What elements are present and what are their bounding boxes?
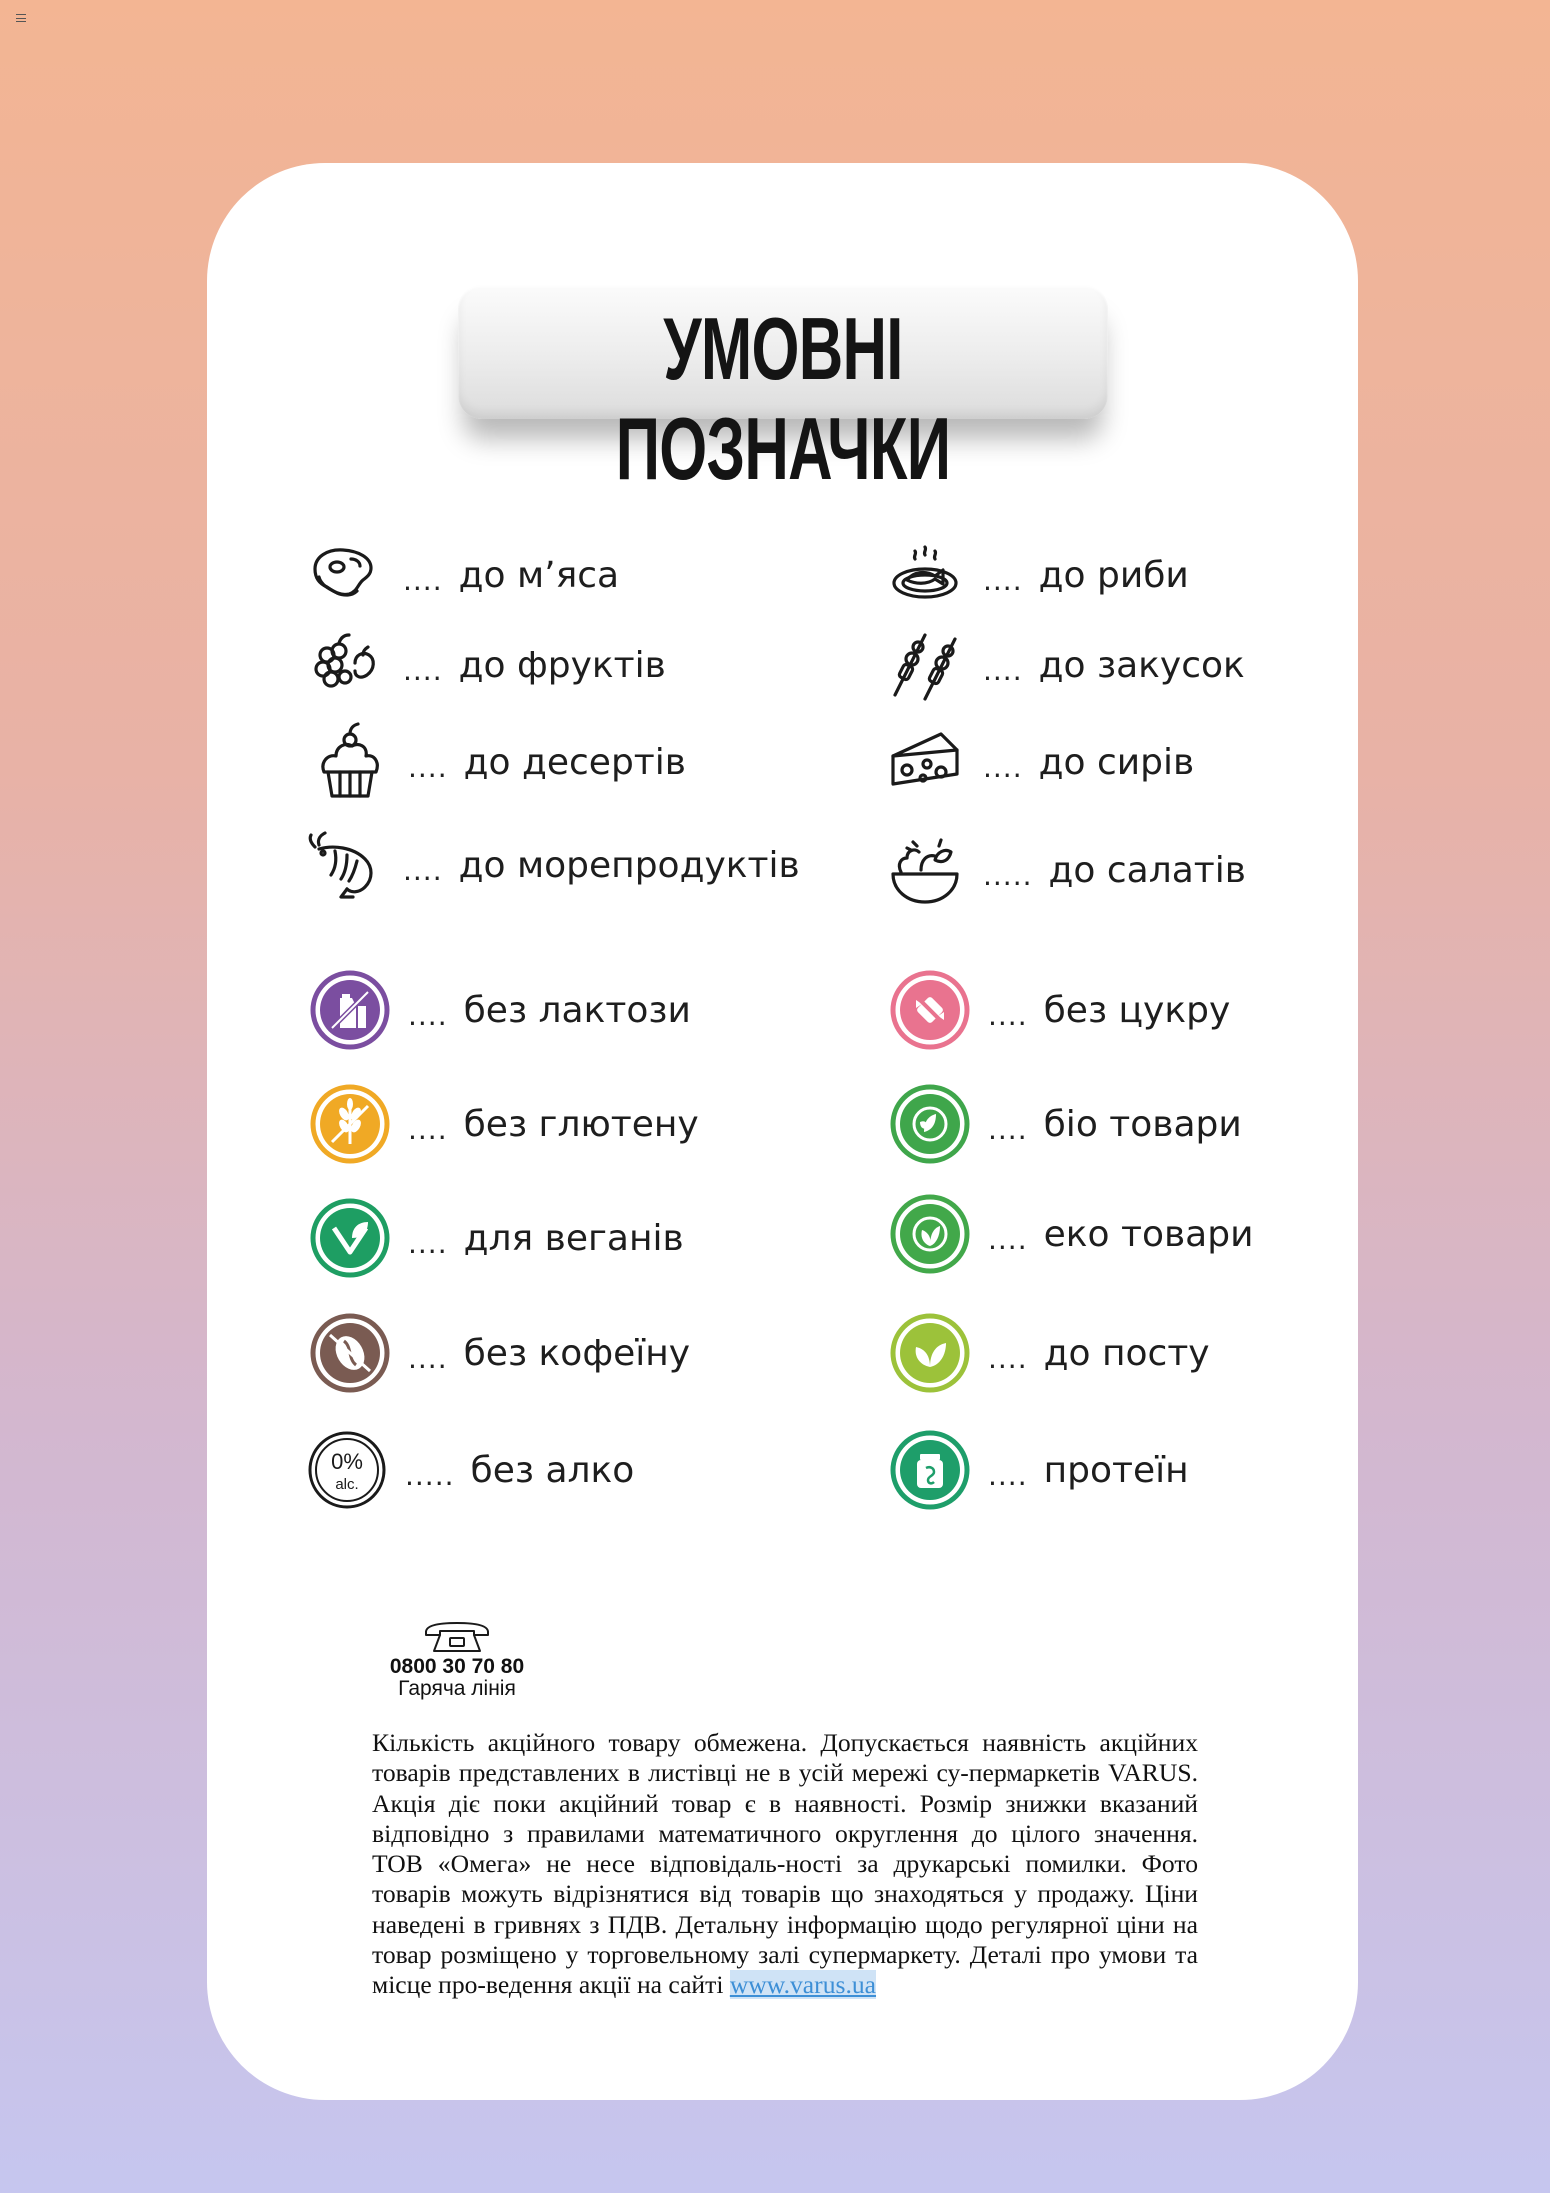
- legend-label: протеїн: [1043, 1449, 1189, 1491]
- legend-label: до посту: [1043, 1332, 1210, 1374]
- fish-dish-icon: [885, 535, 965, 615]
- salad-bowl-icon: [885, 830, 965, 910]
- legend-item-protein: .... протеїн: [890, 1430, 1189, 1510]
- legend-item-eco: .... еко товари: [890, 1194, 1254, 1274]
- legend-label: біо товари: [1043, 1103, 1242, 1145]
- skewer-icon: [885, 625, 965, 705]
- legend-item-desserts: .... до десертів: [310, 722, 686, 802]
- legend-label: до десертів: [463, 741, 686, 783]
- alcohol-free-icon: [307, 1430, 387, 1510]
- legend-label: до закусок: [1038, 644, 1245, 686]
- hotline-label: Гаряча лінія: [398, 1677, 516, 1700]
- legend-item-meat: .... до м’яса: [305, 535, 619, 615]
- legend-item-fruits: .... до фруктів: [305, 625, 666, 705]
- legend-label: до сирів: [1038, 741, 1195, 783]
- fruits-icon: [305, 625, 385, 705]
- protein-icon: [890, 1430, 970, 1510]
- legend-item-alcohol-free: 0% alc. ..... без алко: [307, 1430, 634, 1510]
- eco-icon: [890, 1194, 970, 1274]
- no-sugar-icon: [890, 970, 970, 1050]
- legend-item-vegan: .... для веганів: [310, 1198, 684, 1278]
- cupcake-icon: [310, 722, 390, 802]
- legend-label: без глютену: [463, 1103, 699, 1145]
- page-title: УМОВНІ ПОЗНАЧКИ: [615, 299, 951, 498]
- legend-label: до морепродуктів: [458, 844, 800, 886]
- legend-item-bio: .... біо товари: [890, 1084, 1242, 1164]
- menu-icon[interactable]: [16, 14, 26, 22]
- no-lactose-icon: [310, 970, 390, 1050]
- title-badge: [458, 285, 1108, 498]
- vegan-icon: [310, 1198, 390, 1278]
- legend-label: для веганів: [463, 1217, 684, 1259]
- hotline: [372, 1620, 542, 1700]
- legend-item-sugar-free: .... без цукру: [890, 970, 1230, 1050]
- legend-item-snacks: .... до закусок: [885, 625, 1245, 705]
- gluten-free-icon: [310, 1084, 390, 1164]
- legend-label: без кофеїну: [463, 1332, 691, 1374]
- cheese-icon: [885, 722, 965, 802]
- shrimp-icon: [305, 825, 385, 905]
- legend-label: еко товари: [1043, 1213, 1254, 1255]
- legend-item-salads: ..... до салатів: [885, 830, 1246, 910]
- website-link[interactable]: www.varus.ua: [729, 1970, 877, 2000]
- alcohol-badge-sub: alc.: [335, 1476, 359, 1493]
- legend-item-fasting: .... до посту: [890, 1313, 1210, 1393]
- legend-label: без алко: [470, 1449, 635, 1491]
- legend-item-decaf: .... без кофеїну: [310, 1313, 690, 1393]
- bio-icon: [890, 1084, 970, 1164]
- telephone-icon: [372, 1620, 542, 1654]
- legend-label: без лактози: [463, 989, 691, 1031]
- disclaimer: [372, 1728, 1198, 2001]
- hotline-number[interactable]: 0800 30 70 80: [389, 1655, 525, 1678]
- decaf-icon: [310, 1313, 390, 1393]
- legend-item-seafood: .... до морепродуктів: [305, 825, 800, 905]
- fasting-icon: [890, 1313, 970, 1393]
- legend-label: до м’яса: [458, 554, 620, 596]
- legend-label: до салатів: [1048, 849, 1246, 891]
- legend-label: без цукру: [1043, 989, 1231, 1031]
- legend-label: до фруктів: [458, 644, 666, 686]
- disclaimer-text: Кількість акційного товару обмежена. Допускається наявність акційних товарів представлених в листівці не в усій мережі су-пермаркетів VARUS. Акція діє поки акційний товар є в наявності. Розмір знижки вказаний відповідно з правилами математичного округлення до цілого значення. ТОВ «Омега» не несе відповідаль-ності за друкарські помилки. Фото товарів можуть відрізнятися від товарів що знаходяться у продажу. Ціни наведені в гривнях з ПДВ. Детальну інформацію щодо регулярної ціни на товар розміщено у торговельному залі супермаркету. Деталі про умови та місце про-ведення акції на сайті: [372, 1728, 1198, 2000]
- legend-item-fish: .... до риби: [885, 535, 1189, 615]
- legend-item-cheese: .... до сирів: [885, 722, 1194, 802]
- legend-item-gluten-free: .... без глютену: [310, 1084, 699, 1164]
- legend-item-lactose-free: .... без лактози: [310, 970, 691, 1050]
- meat-icon: [305, 535, 385, 615]
- alcohol-badge-percent: 0%: [331, 1449, 363, 1474]
- legend-label: до риби: [1038, 554, 1189, 596]
